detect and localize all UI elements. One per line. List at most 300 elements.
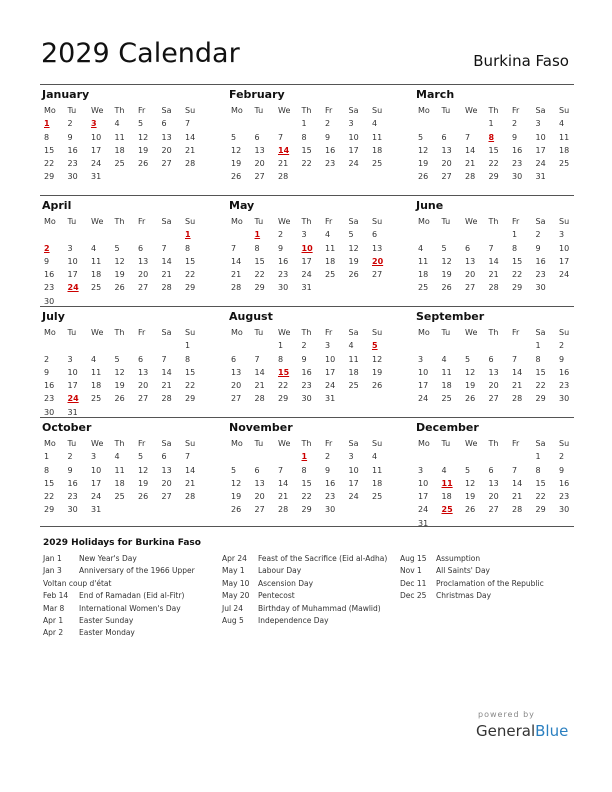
weekday-label: Su: [185, 217, 196, 226]
day-cell: 28: [231, 283, 242, 293]
day-cell: 12: [372, 354, 383, 364]
day-cell: 11: [114, 132, 125, 142]
day-cell: 13: [488, 367, 499, 377]
weekday-label: Th: [301, 328, 312, 337]
day-cell: 9: [325, 465, 331, 475]
day-cell: 4: [348, 341, 354, 351]
weekday-label: Su: [185, 328, 196, 337]
day-cell: 10: [418, 367, 429, 377]
day-cell: 1: [44, 452, 50, 462]
day-cell: 15: [301, 478, 312, 488]
day-cell: 10: [91, 132, 102, 142]
month-name: February: [229, 88, 285, 101]
day-cell: 7: [488, 243, 494, 253]
day-cell: 17: [348, 478, 359, 488]
day-cell: 20: [465, 270, 476, 280]
month-name: November: [229, 421, 293, 434]
day-cell: 14: [231, 256, 242, 266]
day-cell: 26: [441, 283, 452, 293]
day-cell: 12: [465, 367, 476, 377]
day-cell: 15: [488, 145, 499, 155]
day-cell: 12: [138, 465, 149, 475]
holiday-day: 5: [372, 341, 378, 351]
weekday-label: Sa: [535, 328, 546, 337]
empty-cell: [414, 228, 438, 241]
day-grid: [227, 326, 387, 406]
day-cell: 19: [465, 492, 476, 502]
day-cell: 14: [278, 478, 289, 488]
day-cell: 16: [301, 367, 312, 377]
day-cell: 13: [465, 256, 476, 266]
weekday-label: Fr: [512, 217, 520, 226]
day-cell: 9: [559, 354, 565, 364]
day-cell: 13: [161, 465, 172, 475]
day-cell: 11: [348, 354, 359, 364]
day-cell: 23: [301, 381, 312, 391]
day-cell: 5: [418, 132, 424, 142]
day-cell: 31: [91, 172, 102, 182]
day-grid: [40, 326, 200, 419]
weekday-label: Th: [114, 106, 125, 115]
weekday-label: Sa: [161, 106, 172, 115]
holiday-date: May 1: [222, 566, 245, 576]
day-cell: 20: [488, 381, 499, 391]
day-cell: 11: [418, 256, 429, 266]
day-cell: 29: [254, 283, 265, 293]
weekday-label: Fr: [512, 439, 520, 448]
day-cell: 9: [67, 132, 73, 142]
empty-cell: [414, 450, 438, 463]
weekday-label: Su: [185, 106, 196, 115]
holiday-day: 3: [91, 119, 97, 129]
day-cell: 15: [185, 256, 196, 266]
day-cell: 7: [465, 132, 471, 142]
day-cell: 21: [161, 381, 172, 391]
day-cell: 29: [278, 394, 289, 404]
day-cell: 20: [231, 381, 242, 391]
weekday-label: Su: [372, 328, 383, 337]
day-cell: 9: [325, 132, 331, 142]
weekday-label: Tu: [67, 217, 77, 226]
day-cell: 17: [67, 381, 78, 391]
empty-cell: [111, 339, 135, 352]
day-cell: 23: [535, 270, 546, 280]
day-cell: 7: [278, 132, 284, 142]
month-name: April: [42, 199, 72, 212]
holiday-name: All Saints' Day: [436, 566, 490, 576]
weekday-label: Su: [372, 106, 383, 115]
weekday-label: Su: [559, 217, 570, 226]
month-july: [40, 310, 200, 419]
day-cell: 5: [138, 119, 144, 129]
day-cell: 15: [512, 256, 523, 266]
day-cell: 13: [138, 367, 149, 377]
day-cell: 17: [67, 270, 78, 280]
weekday-label: We: [91, 439, 104, 448]
day-cell: 18: [91, 381, 102, 391]
empty-cell: [485, 339, 509, 352]
weekday-label: Fr: [325, 217, 333, 226]
day-cell: 16: [67, 478, 78, 488]
month-row: [40, 306, 574, 417]
holiday-date: Dec 11: [400, 578, 427, 588]
holiday-column: [222, 553, 398, 627]
holiday-name: Pentecost: [258, 591, 295, 601]
weekday-label: Th: [114, 217, 125, 226]
day-cell: 1: [488, 119, 494, 129]
holiday-item: [222, 590, 398, 602]
holiday-name: Ascension Day: [258, 578, 314, 588]
day-cell: 30: [44, 296, 55, 306]
month-february: [227, 88, 387, 184]
holiday-date: May 10: [222, 578, 250, 588]
month-name: May: [229, 199, 255, 212]
day-cell: 25: [114, 492, 125, 502]
empty-cell: [40, 228, 64, 241]
weekday-label: Mo: [418, 106, 430, 115]
day-grid: [227, 104, 387, 184]
day-cell: 11: [372, 465, 383, 475]
holiday-name: Birthday of Muhammad (Mawlid): [258, 603, 381, 613]
day-cell: 7: [512, 465, 518, 475]
holiday-name: Labour Day: [258, 566, 302, 576]
day-cell: 16: [278, 256, 289, 266]
day-cell: 22: [44, 492, 55, 502]
day-cell: 31: [418, 518, 429, 528]
day-cell: 24: [348, 492, 359, 502]
holiday-day: 1: [44, 119, 50, 129]
day-cell: 21: [185, 145, 196, 155]
month-august: [227, 310, 387, 406]
holiday-name: Easter Sunday: [79, 616, 134, 626]
month-september: [414, 310, 574, 406]
day-cell: 10: [348, 132, 359, 142]
weekday-label: Mo: [231, 439, 243, 448]
day-cell: 28: [465, 172, 476, 182]
day-cell: 11: [91, 367, 102, 377]
empty-cell: [227, 228, 251, 241]
day-cell: 1: [512, 230, 518, 240]
weekday-label: Fr: [138, 217, 146, 226]
day-cell: 3: [348, 452, 354, 462]
day-cell: 29: [44, 172, 55, 182]
day-cell: 10: [67, 256, 78, 266]
day-cell: 21: [231, 270, 242, 280]
day-cell: 8: [512, 243, 518, 253]
empty-cell: [251, 339, 275, 352]
day-cell: 20: [441, 159, 452, 169]
day-cell: 6: [254, 465, 260, 475]
weekday-label: Sa: [161, 439, 172, 448]
weekday-label: Sa: [535, 217, 546, 226]
empty-cell: [134, 228, 158, 241]
day-cell: 6: [138, 354, 144, 364]
day-cell: 19: [231, 492, 242, 502]
day-cell: 16: [325, 478, 336, 488]
day-cell: 18: [441, 381, 452, 391]
holiday-item: [222, 565, 398, 577]
day-cell: 26: [114, 394, 125, 404]
month-december: [414, 421, 574, 530]
day-cell: 20: [254, 492, 265, 502]
empty-cell: [40, 339, 64, 352]
day-cell: 30: [325, 505, 336, 515]
day-cell: 18: [372, 145, 383, 155]
weekday-label: Th: [301, 217, 312, 226]
day-cell: 17: [91, 145, 102, 155]
holiday-date: Aug 15: [400, 554, 427, 563]
day-cell: 31: [67, 407, 78, 417]
day-cell: 16: [559, 478, 570, 488]
weekday-label: We: [465, 328, 478, 337]
empty-cell: [158, 228, 182, 241]
weekday-label: Fr: [138, 328, 146, 337]
day-cell: 13: [254, 478, 265, 488]
day-cell: 25: [348, 381, 359, 391]
empty-cell: [508, 450, 532, 463]
month-june: [414, 199, 574, 295]
day-cell: 6: [488, 354, 494, 364]
day-cell: 22: [185, 381, 196, 391]
day-cell: 13: [231, 367, 242, 377]
brand-general: General: [476, 722, 536, 740]
empty-cell: [414, 339, 438, 352]
day-cell: 29: [488, 172, 499, 182]
day-cell: 28: [512, 394, 523, 404]
day-cell: 26: [231, 172, 242, 182]
weekday-label: We: [278, 217, 291, 226]
weekday-label: Fr: [138, 106, 146, 115]
day-cell: 17: [418, 381, 429, 391]
day-cell: 8: [535, 465, 541, 475]
day-cell: 16: [67, 145, 78, 155]
empty-cell: [508, 339, 532, 352]
weekday-label: Tu: [441, 106, 451, 115]
holiday-item: [222, 578, 398, 590]
day-grid: [414, 326, 574, 406]
day-cell: 2: [559, 341, 565, 351]
day-cell: 4: [372, 119, 378, 129]
empty-cell: [251, 450, 275, 463]
day-cell: 24: [559, 270, 570, 280]
day-cell: 26: [231, 505, 242, 515]
day-cell: 2: [559, 452, 565, 462]
day-cell: 13: [488, 478, 499, 488]
day-cell: 13: [161, 132, 172, 142]
month-march: [414, 88, 574, 184]
day-cell: 14: [185, 132, 196, 142]
powered-by: powered by: [478, 710, 535, 719]
day-cell: 12: [231, 145, 242, 155]
day-cell: 4: [325, 230, 331, 240]
month-row: [40, 84, 574, 195]
day-cell: 19: [231, 159, 242, 169]
day-cell: 27: [138, 283, 149, 293]
day-cell: 5: [465, 465, 471, 475]
weekday-label: We: [278, 106, 291, 115]
day-cell: 3: [325, 341, 331, 351]
empty-cell: [274, 117, 298, 130]
day-cell: 25: [372, 492, 383, 502]
day-cell: 8: [301, 465, 307, 475]
day-cell: 27: [161, 159, 172, 169]
weekday-label: Fr: [325, 328, 333, 337]
day-cell: 27: [488, 394, 499, 404]
day-cell: 4: [114, 119, 120, 129]
day-cell: 7: [512, 354, 518, 364]
day-cell: 8: [278, 354, 284, 364]
day-grid: [227, 437, 387, 517]
day-cell: 31: [325, 394, 336, 404]
day-grid: [414, 104, 574, 184]
day-cell: 29: [535, 505, 546, 515]
weekday-label: Tu: [254, 328, 264, 337]
day-cell: 22: [301, 159, 312, 169]
day-cell: 26: [138, 492, 149, 502]
day-cell: 17: [348, 145, 359, 155]
weekday-label: Fr: [325, 439, 333, 448]
day-cell: 12: [114, 256, 125, 266]
weekday-label: Mo: [418, 439, 430, 448]
weekday-label: Th: [488, 217, 499, 226]
day-cell: 3: [535, 119, 541, 129]
day-cell: 28: [161, 283, 172, 293]
brand-logo[interactable]: [476, 722, 568, 740]
day-cell: 17: [325, 367, 336, 377]
weekday-label: Fr: [325, 106, 333, 115]
day-cell: 21: [278, 159, 289, 169]
day-cell: 12: [465, 478, 476, 488]
holiday-date: Aug 5: [222, 616, 244, 626]
weekday-label: Mo: [44, 328, 56, 337]
day-cell: 4: [441, 354, 447, 364]
holiday-day: 14: [278, 145, 290, 155]
day-cell: 27: [465, 283, 476, 293]
empty-cell: [438, 228, 462, 241]
holiday-item: [222, 553, 398, 565]
day-cell: 5: [231, 465, 237, 475]
day-cell: 22: [278, 381, 289, 391]
holiday-day: 24: [67, 283, 79, 293]
day-cell: 30: [301, 394, 312, 404]
weekday-label: Mo: [231, 328, 243, 337]
day-cell: 9: [301, 354, 307, 364]
weekday-label: Tu: [254, 439, 264, 448]
weekday-label: Tu: [441, 328, 451, 337]
day-cell: 10: [67, 367, 78, 377]
day-cell: 5: [441, 243, 447, 253]
empty-cell: [227, 339, 251, 352]
day-cell: 26: [114, 283, 125, 293]
day-cell: 5: [348, 230, 354, 240]
day-cell: 18: [114, 145, 125, 155]
day-cell: 10: [91, 465, 102, 475]
day-cell: 15: [535, 478, 546, 488]
day-cell: 12: [348, 243, 359, 253]
holiday-date: Dec 25: [400, 591, 427, 601]
holiday-name: Easter Monday: [79, 628, 135, 638]
day-cell: 6: [161, 452, 167, 462]
day-cell: 14: [161, 256, 172, 266]
day-cell: 24: [418, 505, 429, 515]
day-cell: 6: [372, 230, 378, 240]
day-cell: 9: [559, 465, 565, 475]
day-cell: 4: [372, 452, 378, 462]
weekday-label: Sa: [348, 439, 359, 448]
day-cell: 11: [559, 132, 570, 142]
day-cell: 18: [418, 270, 429, 280]
day-cell: 17: [91, 478, 102, 488]
empty-cell: [461, 450, 485, 463]
day-cell: 16: [535, 256, 546, 266]
day-cell: 15: [301, 145, 312, 155]
day-cell: 6: [441, 132, 447, 142]
day-cell: 29: [535, 394, 546, 404]
day-cell: 26: [138, 159, 149, 169]
day-cell: 7: [185, 119, 191, 129]
day-cell: 23: [44, 283, 55, 293]
weekday-label: Tu: [67, 439, 77, 448]
weekday-label: We: [465, 217, 478, 226]
day-cell: 20: [488, 492, 499, 502]
day-cell: 14: [488, 256, 499, 266]
day-cell: 9: [44, 256, 50, 266]
holiday-name: Proclamation of the Republic: [436, 578, 544, 588]
day-cell: 14: [254, 367, 265, 377]
holiday-date: May 20: [222, 591, 250, 601]
day-cell: 25: [325, 270, 336, 280]
day-cell: 10: [559, 243, 570, 253]
holiday-item: [400, 553, 576, 565]
day-cell: 13: [254, 145, 265, 155]
day-cell: 23: [559, 381, 570, 391]
day-grid: [40, 215, 200, 308]
day-cell: 3: [418, 354, 424, 364]
empty-cell: [111, 228, 135, 241]
day-cell: 23: [559, 492, 570, 502]
day-cell: 12: [231, 478, 242, 488]
day-cell: 28: [278, 505, 289, 515]
weekday-label: Th: [301, 106, 312, 115]
holiday-name: Anniversary of the 1966 Upper: [79, 566, 195, 576]
day-cell: 8: [301, 132, 307, 142]
day-cell: 2: [325, 119, 331, 129]
holidays-title: 2029 Holidays for Burkina Faso: [43, 538, 201, 548]
weekday-label: Sa: [348, 328, 359, 337]
day-cell: 1: [535, 341, 541, 351]
day-cell: 2: [535, 230, 541, 240]
day-cell: 27: [372, 270, 383, 280]
day-cell: 19: [465, 381, 476, 391]
day-cell: 14: [465, 145, 476, 155]
weekday-label: We: [91, 106, 104, 115]
weekday-label: Su: [185, 439, 196, 448]
day-cell: 9: [44, 367, 50, 377]
day-cell: 30: [512, 172, 523, 182]
day-cell: 6: [465, 243, 471, 253]
empty-cell: [227, 117, 251, 130]
day-cell: 2: [67, 452, 73, 462]
holiday-day: 2: [44, 243, 50, 253]
day-cell: 25: [91, 283, 102, 293]
day-cell: 2: [325, 452, 331, 462]
day-cell: 30: [535, 283, 546, 293]
holiday-item: [400, 590, 576, 602]
day-cell: 30: [278, 283, 289, 293]
day-cell: 11: [114, 465, 125, 475]
day-cell: 19: [348, 256, 359, 266]
day-cell: 5: [138, 452, 144, 462]
